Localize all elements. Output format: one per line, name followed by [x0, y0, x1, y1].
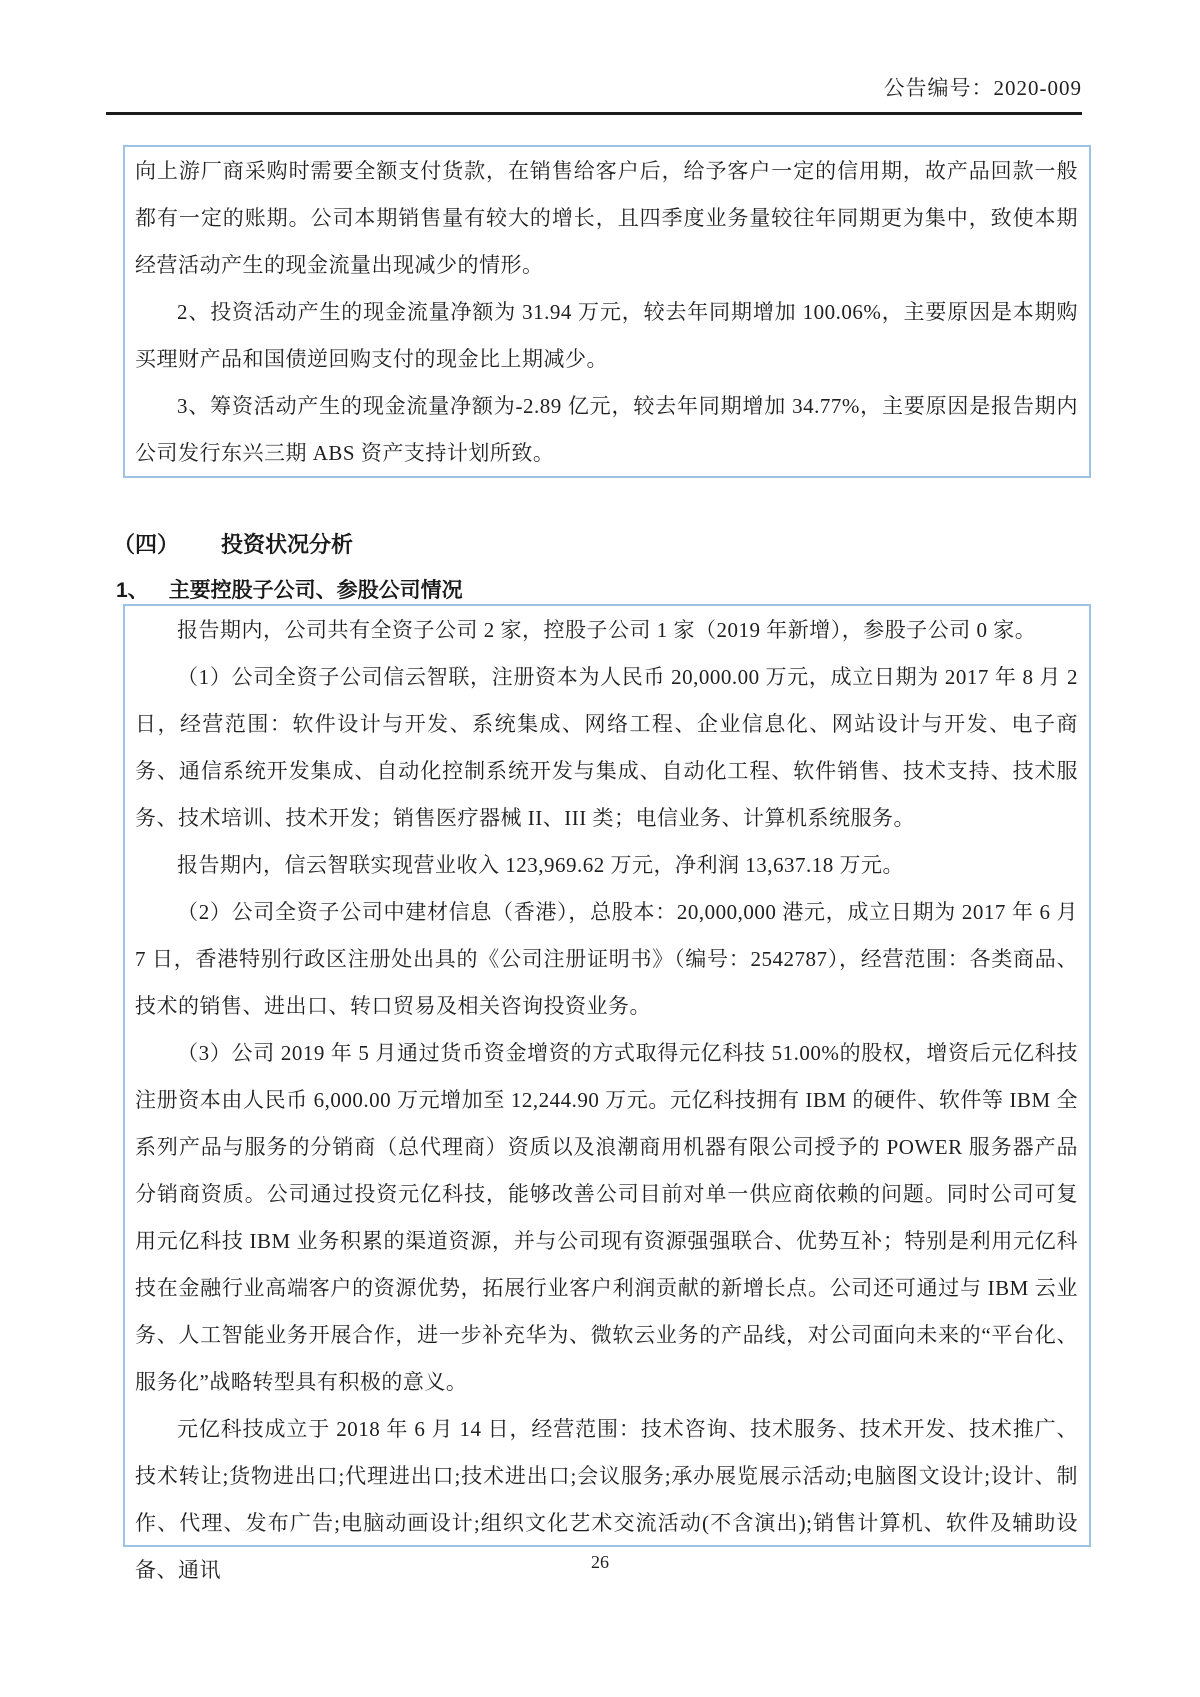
cashflow-analysis-box: [123, 145, 1091, 478]
doc-number: 公告编号：2020-009: [883, 76, 1082, 100]
subsection-title: 主要控股子公司、参股公司情况: [168, 579, 463, 602]
section-number: （四）: [113, 532, 180, 557]
paragraph-subsidiary-1: （1）公司全资子公司信云智联，注册资本为人民币 20,000.00 万元，成立日期为 2017 年 8 月 2 日，经营范围：软件设计与开发、系统集成、网络工程、企业信息化、网站设计与开发、电子商务、通信系统开发集成、自动化控制系统开发与集成、自动化工程、软件销售、技术支持、技术服务、技术培训、技术开发；销售医疗器械 II、III 类；电信业务、计算机系统服务。: [135, 665, 1078, 830]
page-header: [106, 72, 1082, 102]
paragraph-subsidiary-3-scope: 元亿科技成立于 2018 年 6 月 14 日，经营范围：技术咨询、技术服务、技术开发、技术推广、技术转让;货物进出口;代理进出口;技术进出口;会议服务;承办展览展示活动;电脑图文设计;设计、制作、代理、发布广告;电脑动画设计;组织文化艺术交流活动(不含演出);销售计算机、软件及辅助设备、通讯: [135, 1417, 1078, 1582]
paragraph-cashflow-investing: 2、投资活动产生的现金流量净额为 31.94 万元，较去年同期增加 100.06%，主要原因是本期购买理财产品和国债逆回购支付的现金比上期减少。: [135, 300, 1078, 371]
paragraph-subsidiaries-summary: 报告期内，公司共有全资子公司 2 家，控股子公司 1 家（2019 年新增），参股子公司 0 家。: [177, 618, 1037, 642]
section-title: 投资状况分析: [221, 532, 354, 557]
paragraph-cashflow-operating: 向上游厂商采购时需要全额支付货款，在销售给客户后，给予客户一定的信用期，故产品回款一般都有一定的账期。公司本期销售量有较大的增长，且四季度业务量较往年同期更为集中，致使本期经营活动产生的现金流量出现减少的情形。: [135, 159, 1078, 277]
page-number: 26: [591, 1552, 609, 1572]
paragraph-cashflow-financing: 3、筹资活动产生的现金流量净额为-2.89 亿元，较去年同期增加 34.77%，主要原因是报告期内公司发行东兴三期 ABS 资产支持计划所致。: [135, 394, 1078, 465]
header-divider: [106, 112, 1082, 115]
subsection-heading-subsidiaries: [116, 574, 463, 604]
paragraph-subsidiary-1-results: 报告期内，信云智联实现营业收入 123,969.62 万元，净利润 13,637.18 万元。: [177, 853, 904, 877]
section-heading-investment-analysis: [113, 528, 353, 559]
paragraph-subsidiary-2: （2）公司全资子公司中建材信息（香港），总股本：20,000,000 港元，成立日期为 2017 年 6 月 7 日，香港特别行政区注册处出具的《公司注册证明书》（编号：2542787），经营范围：各类商品、技术的销售、进出口、转口贸易及相关咨询投资业务。: [135, 900, 1078, 1018]
paragraph-subsidiary-3: （3）公司 2019 年 5 月通过货币资金增资的方式取得元亿科技 51.00%的股权，增资后元亿科技注册资本由人民币 6,000.00 万元增加至 12,244.90 万元。元亿科技拥有 IBM 的硬件、软件等 IBM 全系列产品与服务的分销商（总代理商）资质以及浪潮商用机器有限公司授予的 POWER 服务器产品分销商资质。公司通过投资元亿科技，能够改善公司目前对单一供应商依赖的问题。同时公司可复用元亿科技 IBM 业务积累的渠道资源，并与公司现有资源强强联合、优势互补；特别是利用元亿科技在金融行业高端客户的资源优势，拓展行业客户利润贡献的新增长点。公司还可通过与 IBM 云业务、人工智能业务开展合作，进一步补充华为、微软云业务的产品线，对公司面向未来的“平台化、服务化”战略转型具有积极的意义。: [135, 1041, 1078, 1394]
subsection-number: 1、: [116, 579, 149, 602]
